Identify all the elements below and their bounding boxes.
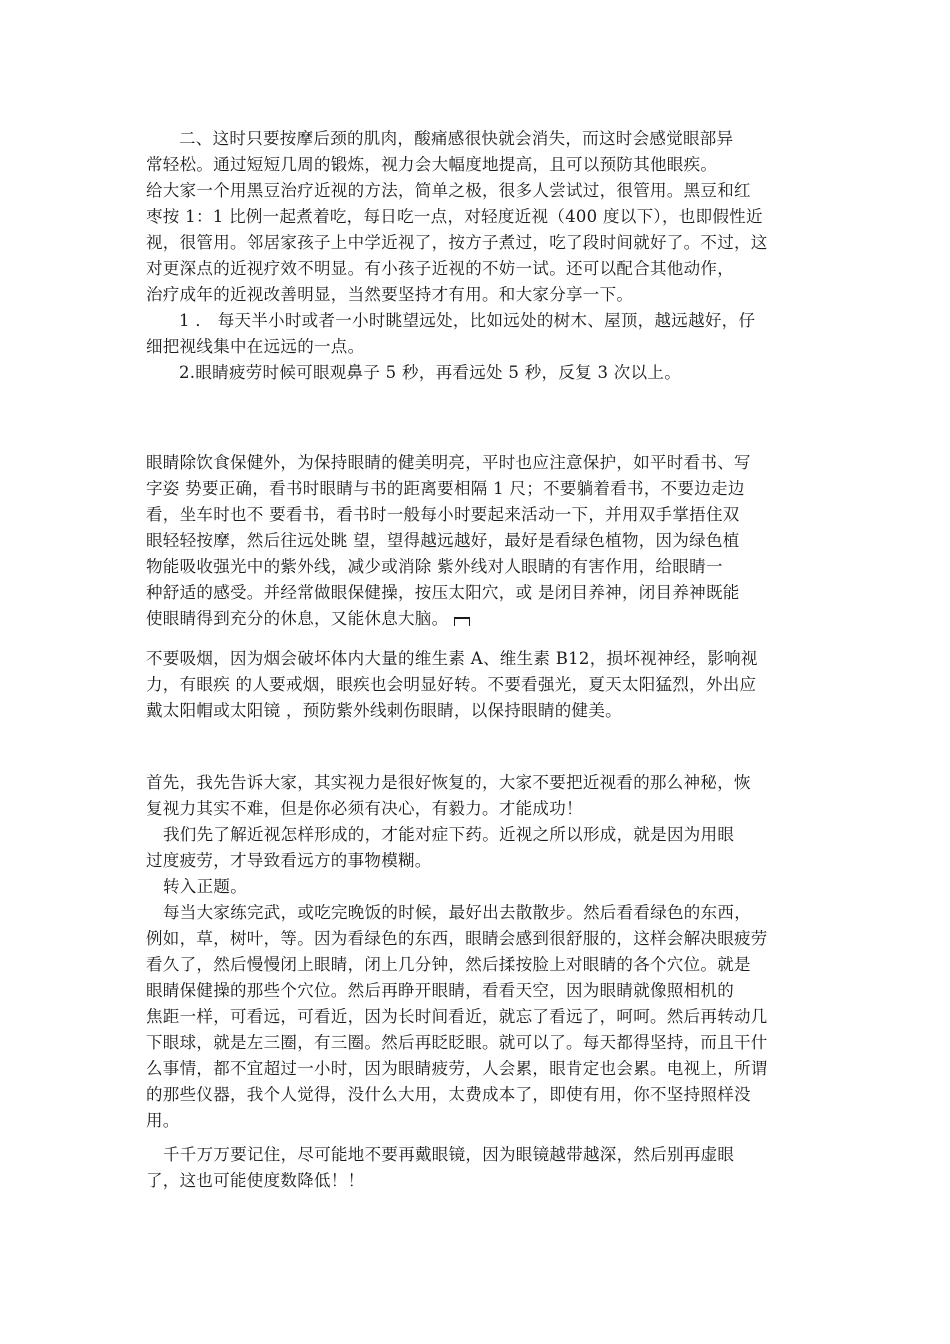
text-line: 细把视线集中在远远的一点。: [146, 337, 365, 356]
text-line: 过度疲劳，才导致看远方的事物模糊。: [146, 851, 432, 870]
text-line: 视，很管用。邻居家孩子上中学近视了，按方子煮过，吃了段时间就好了。不过，这: [146, 233, 768, 252]
text-line: 么事情，都不宜超过一小时，因为眼睛疲劳，人会累，眼肯定也会累。电视上，所谓: [146, 1059, 768, 1078]
text-line: 下眼球，就是左三圈，有三圈。然后再眨眨眼。就可以了。每天都得坚持，而且干什: [146, 1033, 768, 1052]
text-line: 常轻松。通过短短几周的锻炼，视力会大幅度地提高，且可以预防其他眼疾。: [146, 155, 718, 174]
text-line: 首先，我先告诉大家，其实视力是很好恢复的，大家不要把近视看的那么神秘，恢: [146, 773, 751, 792]
text-line: 转入正题。: [163, 877, 247, 896]
text-line: 枣按 1：1 比例一起煮着吃，每日吃一点，对轻度近视（400 度以下），也即假性近: [146, 207, 763, 226]
text-line: 千千万万要记住，尽可能地不要再戴眼镜，因为眼镜越带越深，然后别再虚眼: [163, 1145, 735, 1164]
paragraph-no-smoking: [146, 646, 810, 724]
text-line: 力，有眼疾 的人要戒烟，眼疾也会明显好转。不要看强光，夏天太阳猛烈，外出应: [146, 675, 757, 694]
list-item: 2.眼睛疲劳时候可眼观鼻子 5 秒，再看远处 5 秒，反复 3 次以上。: [179, 363, 682, 382]
paragraph-massage-and-black-beans: [146, 126, 810, 386]
paragraph-vision-recovery: [146, 770, 810, 1134]
text-line: 用。: [146, 1111, 180, 1130]
text-line: 字姿 势要正确，看书时眼睛与书的距离要相隔 1 尺；不要躺着看书，不要边走边: [146, 479, 745, 498]
text-segment: 使眼睛得到充分的休息，又能休息大脑。: [146, 609, 449, 628]
text-line: 眼睛保健操的那些个穴位。然后再睁开眼睛，看看天空，因为眼睛就像照相机的: [146, 981, 734, 1000]
paragraph-eye-care: [146, 450, 810, 632]
text-line: 给大家一个用黑豆治疗近视的方法，简单之极，很多人尝试过，很管用。黑豆和红: [146, 181, 751, 200]
text-line: 的那些仪器，我个人觉得，没什么大用，太费成本了，即使有用，你不坚持照样没: [146, 1085, 751, 1104]
text-line: 焦距一样，可看远，可看近，因为长时间看近，就忘了看远了，呵呵。然后再转动几: [146, 1007, 768, 1026]
text-line: 看久了，然后慢慢闭上眼睛，闭上几分钟，然后揉按脸上对眼睛的各个穴位。就是: [146, 955, 751, 974]
text-line: 复视力其实不难，但是你必须有决心，有毅力。才能成功！: [146, 799, 583, 818]
bracket-mark-icon: [454, 617, 470, 626]
text-line: 眼睛除饮食保健外，为保持眼睛的健美明亮，平时也应注意保护，如平时看书、写: [146, 453, 751, 472]
text-line: 治疗成年的近视改善明显，当然要坚持才有用。和大家分享一下。: [146, 285, 634, 304]
paragraph-no-glasses: [146, 1142, 810, 1194]
text-line: 看，坐车时也不 要看书，看书时一般每小时要起来活动一下，并用双手掌捂住双: [146, 505, 740, 524]
text-line: 物能吸收强光中的紫外线，减少或消除 紫外线对人眼睛的有害作用，给眼睛一: [146, 557, 723, 576]
text-line: 例如，草，树叶，等。因为看绿色的东西，眼睛会感到很舒服的，这样会解决眼疲劳: [146, 929, 768, 948]
list-item: 1 ． 每天半小时或者一小时眺望远处，比如远处的树木、屋顶，越远越好，仔: [179, 311, 756, 330]
text-line: 每当大家练完武，或吃完晚饭的时候，最好出去散散步。然后看看绿色的东西，: [163, 903, 751, 922]
text-line: 眼轻轻按摩，然后往远处眺 望，望得越远越好，最好是看绿色植物，因为绿色植: [146, 531, 740, 550]
text-line: 对更深点的近视疗效不明显。有小孩子近视的不妨一试。还可以配合其他动作，: [146, 259, 734, 278]
text-line-with-mark: [146, 606, 810, 632]
text-line: 戴太阳帽或太阳镜 ，预防紫外线刺伤眼睛，以保持眼睛的健美。: [146, 701, 622, 720]
text-line: 不要吸烟，因为烟会破坏体内大量的维生素 A、维生素 B12，损坏视神经，影响视: [146, 649, 758, 668]
text-line: 我们先了解近视怎样形成的，才能对症下药。近视之所以形成，就是因为用眼: [163, 825, 735, 844]
text-line: 种舒适的感受。并经常做眼保健操，按压太阳穴，或 是闭目养神，闭目养神既能: [146, 583, 740, 602]
text-line: 二、这时只要按摩后颈的肌肉，酸痛感很快就会消失，而这时会感觉眼部异: [179, 129, 734, 148]
text-line: 了，这也可能使度数降低！！: [146, 1171, 365, 1190]
